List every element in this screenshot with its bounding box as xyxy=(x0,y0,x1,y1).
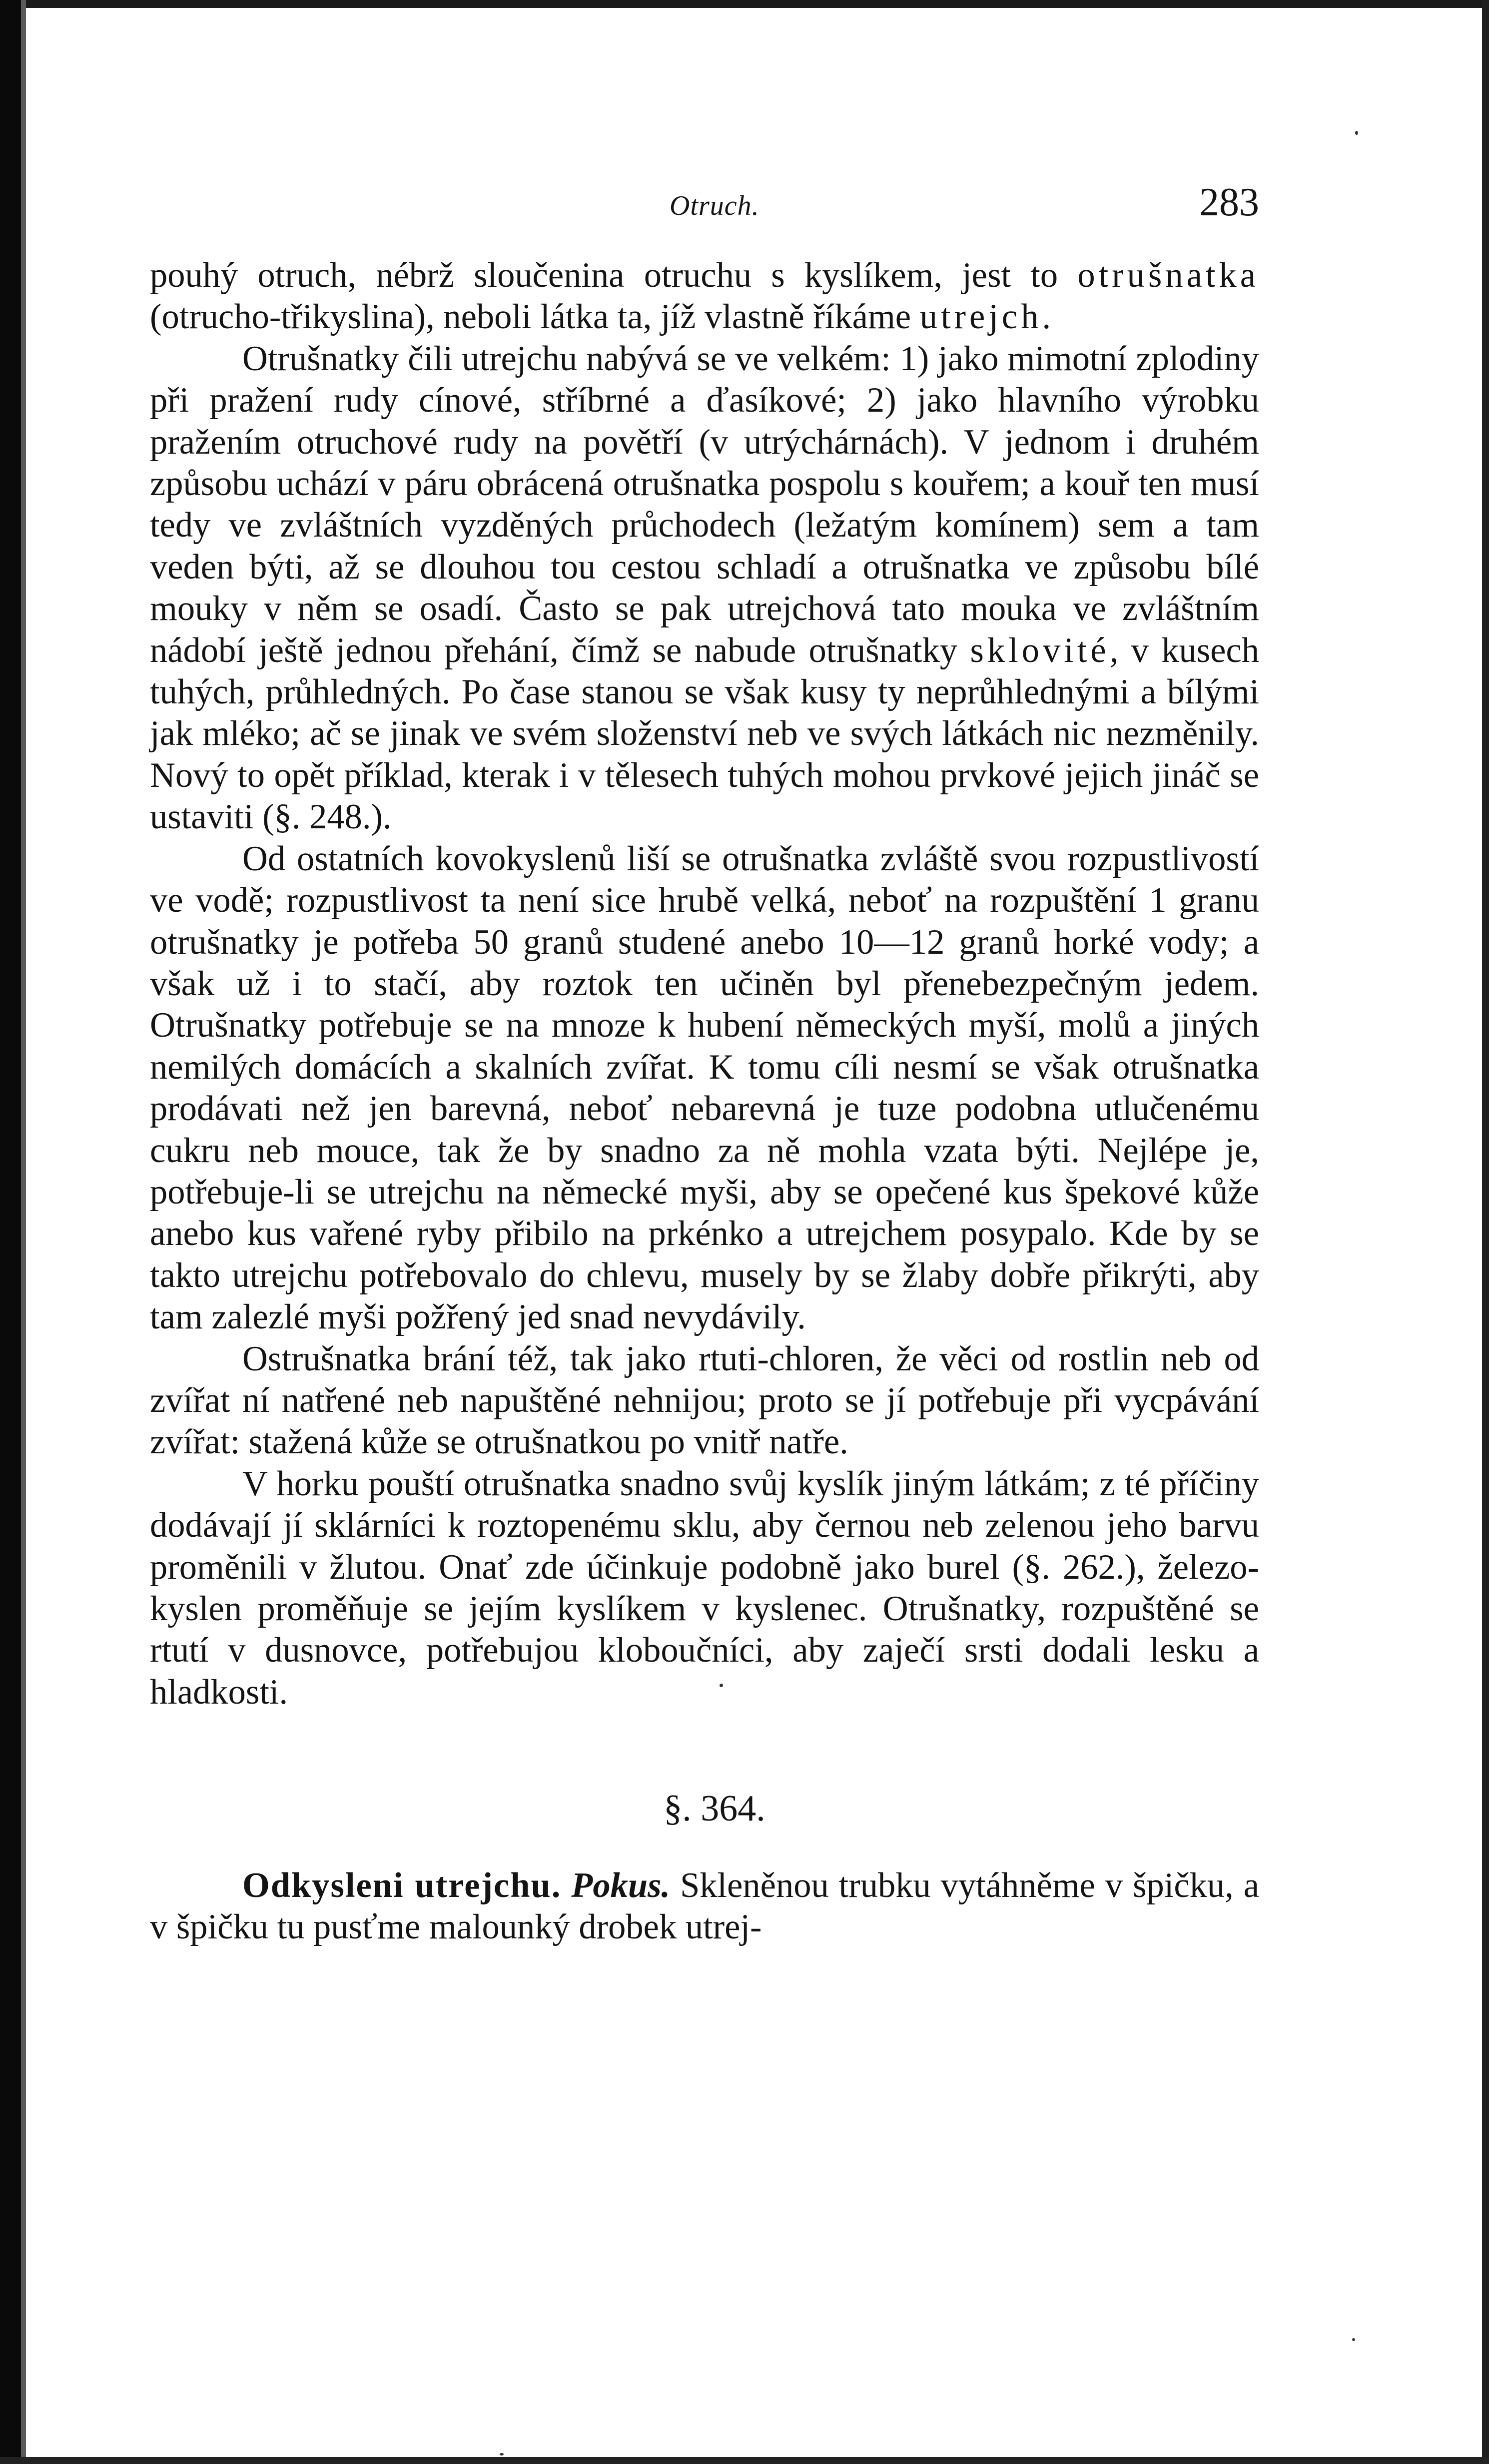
book-page xyxy=(150,180,1259,1948)
paragraph-5: V horku pouští otrušnatka snadno svůj kyslík jiným látkám; z té příčiny dodávají jí sklárníci k roztopenému sklu, aby černou neb zelenou jeho barvu proměnili v žlutou. Onať zde účinkuje podobně jako burel (§. 262.), železo-kyslen proměňuje se jejím kyslíkem v kyslenec. Otrušnatky, rozpuštěné se rtutí v dusnovce, potřebujou kloboučníci, aby zaječí srsti dodali lesku a hladkosti. xyxy=(150,1464,1259,1712)
section-number: §. 364. xyxy=(664,1788,765,1830)
scan-edge-left xyxy=(0,0,21,2464)
running-title: Otruch. xyxy=(670,190,759,221)
scan-speck xyxy=(500,2453,504,2456)
paragraph-text: pouhý otruch, nébrž sloučenina otruchu s kyslíkem, jest to xyxy=(150,256,1058,295)
paragraph-text: . xyxy=(1042,297,1051,337)
paragraph-4: Ostrušnatka brání též, tak jako rtuti-chloren, že věci od rostlin neb od zvířat ní natřené neb napuštěné nehnijou; proto se jí potřebuje při vycpávání zvířat: stažená kůže se otrušnatkou po vnitř natře. xyxy=(150,1339,1259,1462)
paragraph-1 xyxy=(150,255,1259,338)
spaced-term: sklovité xyxy=(970,630,1110,670)
paragraph-3: Od ostatních kovokyslenů liší se otrušnatka zvláště svou rozpustlivostí ve vodě; rozpustlivost ta není sice hrubě velká, neboť na rozpuštění 1 granu otrušnatky je potřeba 50 granů studené anebo 10—12 granů horké vody; a však už i to stačí, aby roztok ten učiněn byl přenebezpečným jedem. Otrušnatky potřebuje se na mnoze k hubení německých myší, molů a jiných nemilých domácích a skalních zvířat. K tomu cíli nesmí se však otrušnatka prodávati než jen barevná, neboť nebarevná je tuze podobna utlučenému cukru neb mouce, tak že by snadno za ně mohla vzata býti. Nejlépe je, potřebuje-li se utrejchu na německé myši, aby se opečené kus špekové kůže anebo kus vařené ryby přibilo na prkénko a utrejchem posypalo. Kde by se takto utrejchu potřebovalo do chlevu, musely by se žlaby dobře přikrýti, aby tam zalezlé myši požřený jed snad nevydávily. xyxy=(150,839,1259,1337)
scan-edge-right xyxy=(1482,0,1489,2464)
scan-edge-left-shadow xyxy=(21,0,26,2464)
body-text xyxy=(150,255,1259,1948)
page-number: 283 xyxy=(1199,180,1259,224)
section-heading: Odkysleni utrejchu. xyxy=(242,1865,562,1905)
paragraph-text: Otrušnatky čili utrejchu nabývá se ve velkém: 1) jako mimotní zplodiny při pražení rudy cínové, stříbrné a ďasíkové; 2) jako hlavního výrobku pražením otruchové rudy na povětří (v utrýchárnách). V jednom i druhém způsobu uchází v páru obrácená otrušnatka pospolu s kouřem; a kouř ten musí tedy ve zvláštních vyzděných průchodech (ležatým komínem) sem a tam veden býti, až se dlouhou tou cestou schladí a otrušnatka ve způsobu bílé mouky v něm se osadí. Často se pak utrejchová tato mouka ve zvláštním nádobí ještě jednou přehání, čímž se nabude otrušnatky xyxy=(150,339,1259,670)
section-paragraph xyxy=(150,1865,1259,1948)
spaced-term: utrejch xyxy=(919,297,1042,337)
section-text: Skleněnou trubku vytáhněme v špičku, a v špičku tu pusťme malounký drobek utrej- xyxy=(150,1865,1259,1947)
scan-edge-bottom xyxy=(0,2457,1489,2464)
section-pokus-label: Pokus. xyxy=(571,1865,671,1905)
paragraph-text: (otrucho-třikyslina), neboli látka ta, jíž vlastně říkáme xyxy=(150,297,911,337)
scan-edge-top xyxy=(0,0,1489,8)
paragraph-text: , v kusech tuhých, průhledných. Po čase stanou se však kusy ty neprůhlednými a bílými jak mléko; ač se jinak ve svém složenství neb ve svých látkách nic nezměnily. Nový to opět příklad, kterak i v tělesech tuhých mohou prvkové jejich jináč se ustaviti (§. 248.). xyxy=(150,630,1259,837)
scan-speck xyxy=(1352,2338,1355,2341)
running-head xyxy=(150,180,1259,235)
spaced-term: otrušnatka xyxy=(1077,256,1259,295)
scan-speck xyxy=(1355,131,1358,135)
paragraph-2 xyxy=(150,338,1259,838)
